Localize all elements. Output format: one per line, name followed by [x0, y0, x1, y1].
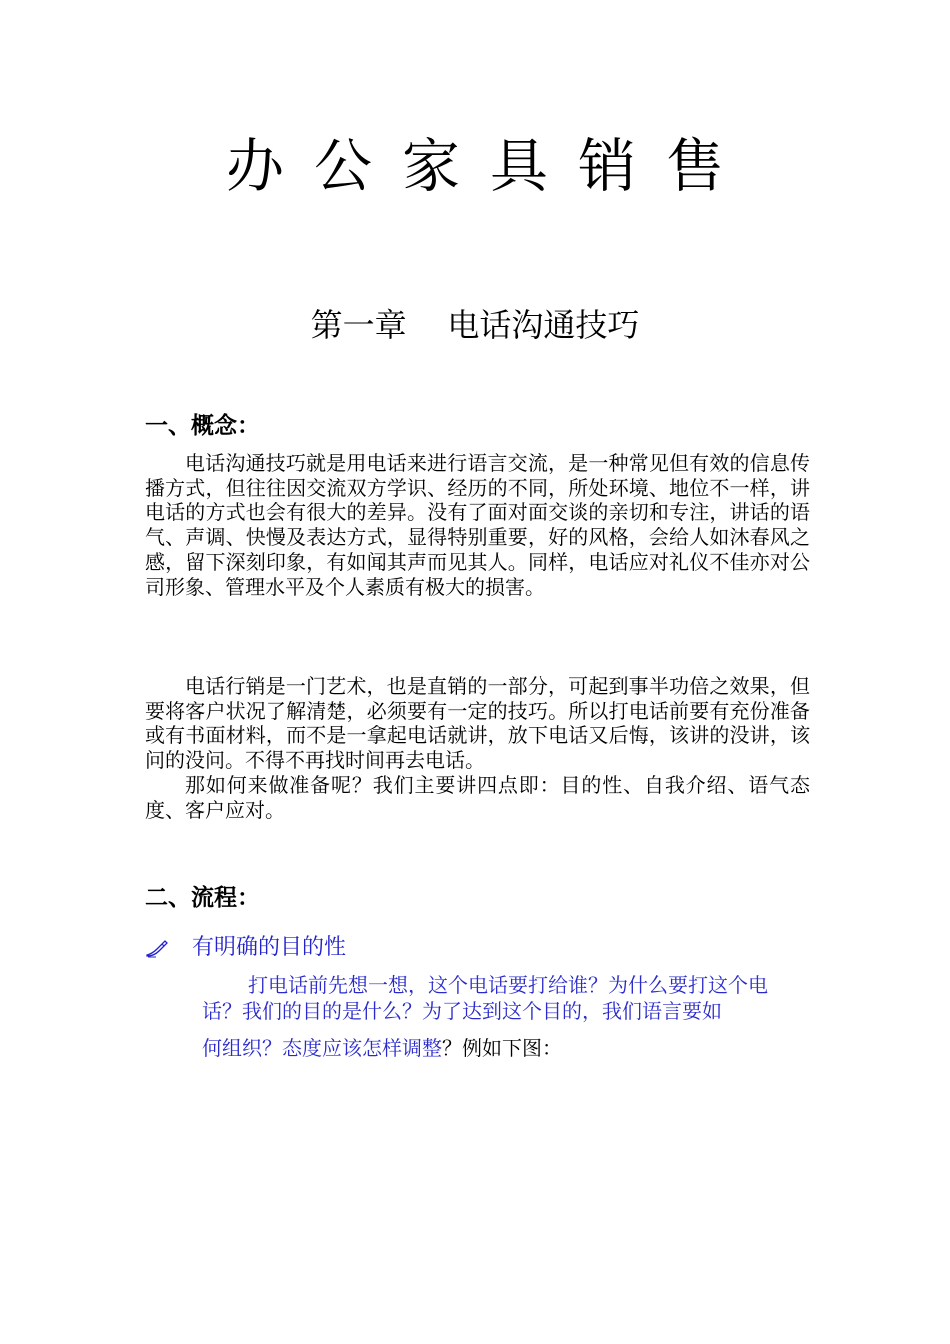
writing-hand-icon [145, 938, 169, 958]
bullet-text-blue: 何组织？态度应该怎样调整 [202, 1036, 442, 1060]
bullet-title: 有明确的目的性 [192, 935, 347, 960]
section-heading-process: 二、流程： [145, 885, 260, 911]
bullet-paragraph-line-2 [202, 1034, 807, 1062]
concept-paragraph-1: 电话沟通技巧就是用电话来进行语言交流，是一种常见但有效的信息传播方式，但往往因交流双方学识、经历的不同，所处环境、地位不一样，讲电话的方式也会有很大的差异。没有了面对面交谈的亲切和专注，讲话的语气、声调、快慢及表达方式，显得特别重要，好的风格，会给人如沐春风之感，留下深刻印象，有如闻其声而见其人。同样，电话应对礼仪不佳亦对公司形象、管理水平及个人素质有极大的损害。 [145, 451, 810, 599]
bullet-text-black: ？例如下图： [442, 1036, 562, 1060]
bullet-paragraph-line-1: 打电话前先想一想，这个电话要打给谁？为什么要打这个电话？我们的目的是什么？为了达到这个目的，我们语言要如 [202, 973, 768, 1023]
concept-paragraph-2: 电话行销是一门艺术，也是直销的一部分，可起到事半功倍之效果，但要将客户状况了解清楚，必须要有一定的技巧。所以打电话前要有充份准备或有书面材料，而不是一拿起电话就讲，放下电话又后悔，该讲的没讲，该问的没问。不得不再找时间再去电话。 [145, 674, 810, 773]
section-heading-concept: 一、概念： [145, 413, 260, 439]
chapter-title: 第一章 电话沟通技巧 [310, 306, 640, 344]
document-title: 办公家具销售 [225, 132, 754, 200]
concept-paragraph-3: 那如何来做准备呢？我们主要讲四点即：目的性、自我介绍、语气态度、客户应对。 [145, 773, 810, 822]
